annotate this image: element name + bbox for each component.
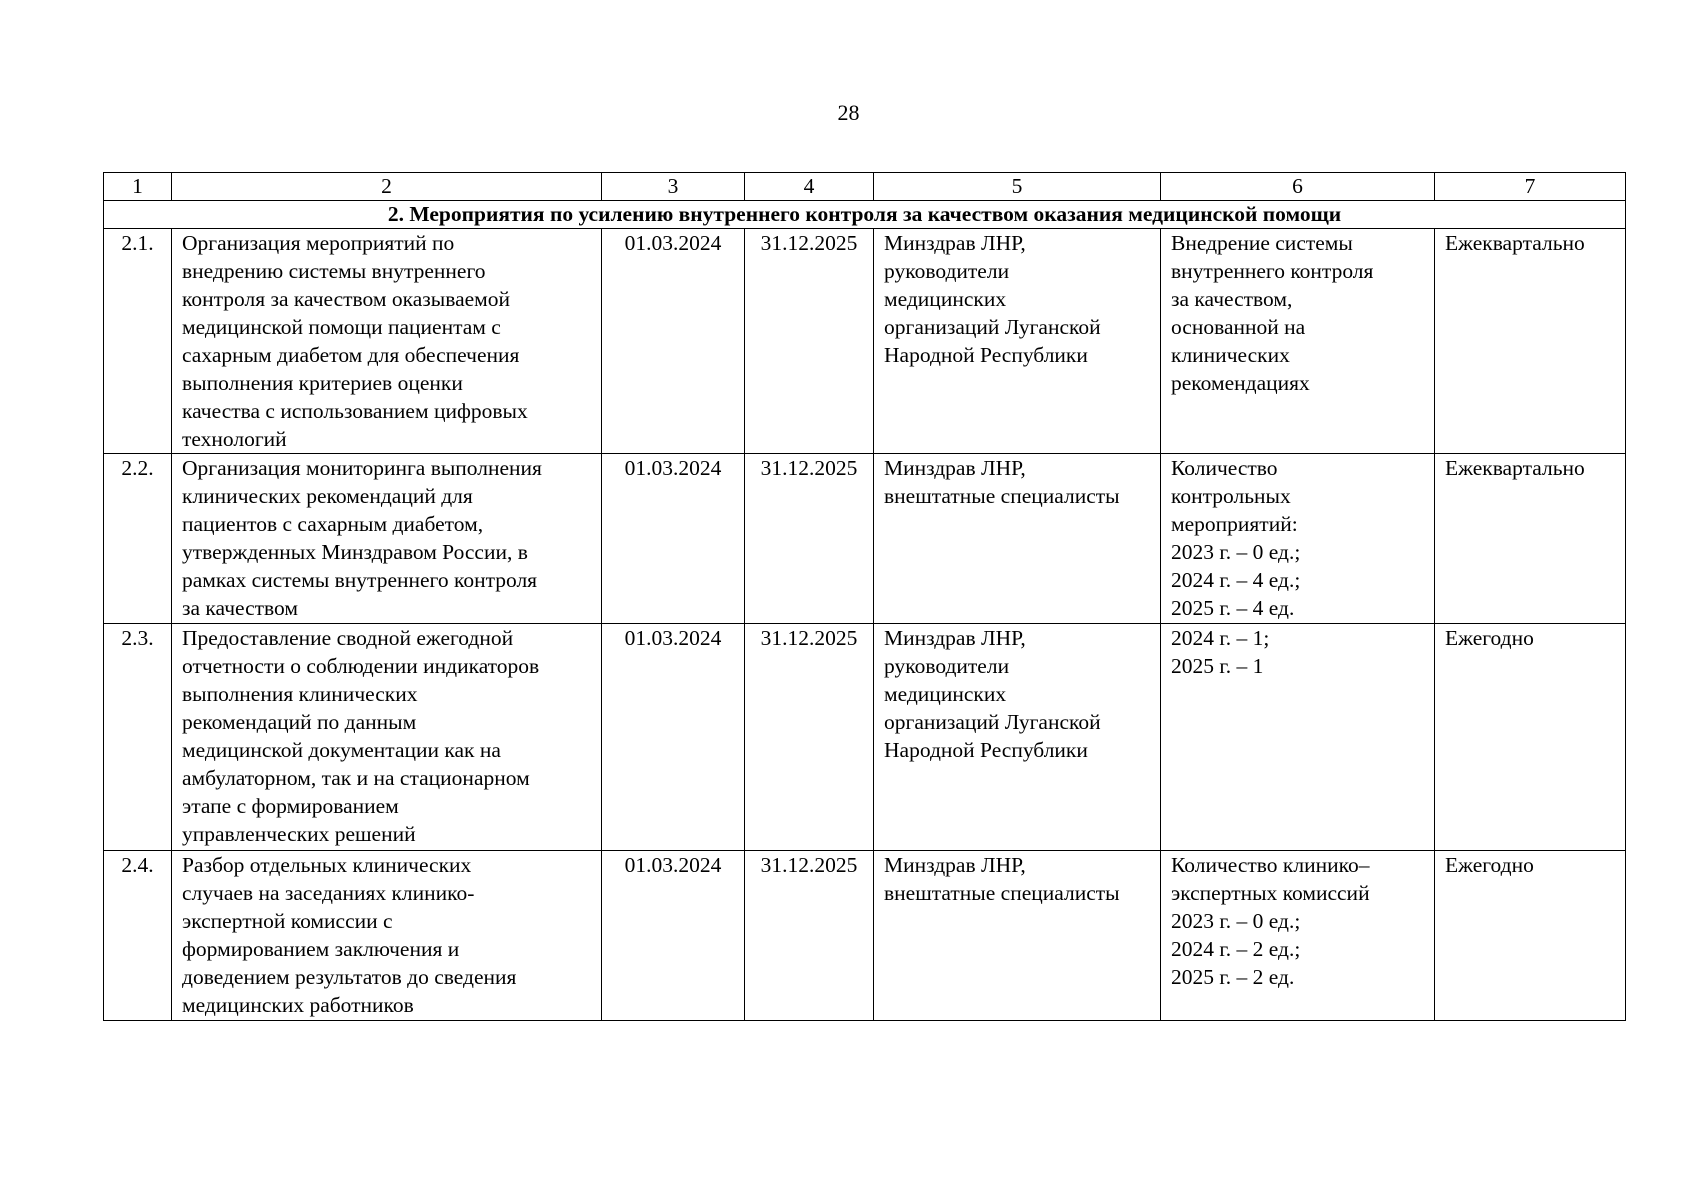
- start-date-cell: 01.03.2024: [602, 624, 745, 851]
- activities-table: [103, 172, 1626, 1021]
- row-number: 2.4.: [104, 851, 172, 1021]
- responsible-cell: Минздрав ЛНР, руководители медицинских организаций Луганской Народной Республики: [874, 624, 1161, 851]
- start-date-cell: 01.03.2024: [602, 851, 745, 1021]
- activity-cell: Организация мероприятий по внедрению системы внутреннего контроля за качеством оказываемой медицинской помощи пациентам с сахарным диабетом для обеспечения выполнения критериев оценки качества с использованием цифровых технологий: [172, 229, 602, 454]
- result-cell: Количество контрольных мероприятий: 2023 г. – 0 ед.; 2024 г. – 4 ед.; 2025 г. – 4 ед.: [1161, 454, 1435, 624]
- end-date-cell: 31.12.2025: [745, 229, 874, 454]
- start-date-cell: 01.03.2024: [602, 454, 745, 624]
- result-cell: 2024 г. – 1; 2025 г. – 1: [1161, 624, 1435, 851]
- end-date-cell: 31.12.2025: [745, 454, 874, 624]
- result-cell: Количество клинико– экспертных комиссий 2023 г. – 0 ед.; 2024 г. – 2 ед.; 2025 г. – 2 ед.: [1161, 851, 1435, 1021]
- row-number: 2.1.: [104, 229, 172, 454]
- column-header: 3: [602, 173, 745, 201]
- periodicity-cell: Ежегодно: [1435, 851, 1626, 1021]
- column-number-row: [104, 173, 1626, 201]
- column-header: 5: [874, 173, 1161, 201]
- column-header: 7: [1435, 173, 1626, 201]
- end-date-cell: 31.12.2025: [745, 624, 874, 851]
- activity-cell: Разбор отдельных клинических случаев на заседаниях клинико- экспертной комиссии с формированием заключения и доведением результатов до сведения медицинских работников: [172, 851, 602, 1021]
- end-date-cell: 31.12.2025: [745, 851, 874, 1021]
- page-number: 28: [837, 100, 860, 125]
- row-number: 2.2.: [104, 454, 172, 624]
- periodicity-cell: Ежегодно: [1435, 624, 1626, 851]
- section-title-row: [104, 201, 1626, 229]
- column-header: 2: [172, 173, 602, 201]
- result-cell: Внедрение системы внутреннего контроля за качеством, основанной на клинических рекомендациях: [1161, 229, 1435, 454]
- periodicity-cell: Ежеквартально: [1435, 229, 1626, 454]
- responsible-cell: Минздрав ЛНР, внештатные специалисты: [874, 454, 1161, 624]
- activity-cell: Организация мониторинга выполнения клинических рекомендаций для пациентов с сахарным диабетом, утвержденных Минздравом России, в рамках системы внутреннего контроля за качеством: [172, 454, 602, 624]
- row-number: 2.3.: [104, 624, 172, 851]
- table-row: [104, 454, 1626, 624]
- start-date-cell: 01.03.2024: [602, 229, 745, 454]
- table-row: [104, 229, 1626, 454]
- activity-cell: Предоставление сводной ежегодной отчетности о соблюдении индикаторов выполнения клинических рекомендаций по данным медицинской документации как на амбулаторном, так и на стационарном этапе с формированием управленческих решений: [172, 624, 602, 851]
- column-header: 4: [745, 173, 874, 201]
- responsible-cell: Минздрав ЛНР, руководители медицинских организаций Луганской Народной Республики: [874, 229, 1161, 454]
- table-row: [104, 624, 1626, 851]
- section-title: 2. Мероприятия по усилению внутреннего контроля за качеством оказания медицинской помощи: [104, 201, 1626, 229]
- column-header: 1: [104, 173, 172, 201]
- column-header: 6: [1161, 173, 1435, 201]
- periodicity-cell: Ежеквартально: [1435, 454, 1626, 624]
- table-row: [104, 851, 1626, 1021]
- responsible-cell: Минздрав ЛНР, внештатные специалисты: [874, 851, 1161, 1021]
